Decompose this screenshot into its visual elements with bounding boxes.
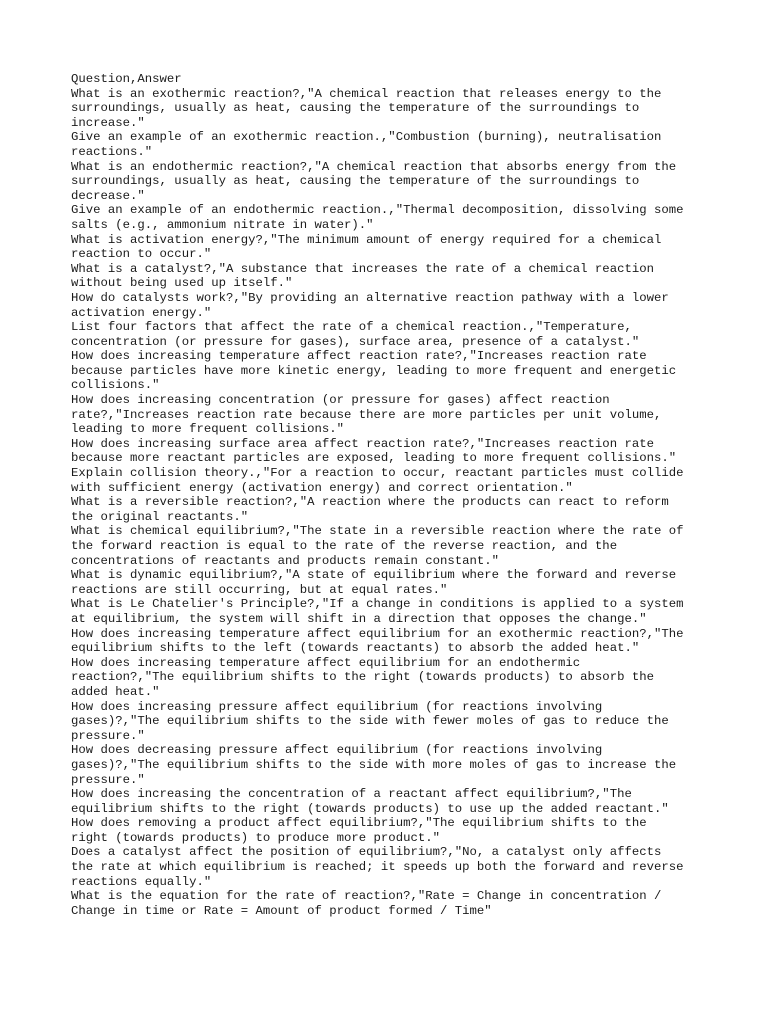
text-line: reaction?,"The equilibrium shifts to the right (towards products) to absorb the <box>71 670 654 685</box>
text-line: without being used up itself." <box>71 276 293 291</box>
text-line: surroundings, usually as heat, causing the temperature of the surroundings to <box>71 174 640 189</box>
text-line: What is the equation for the rate of reaction?,"Rate = Change in concentration / <box>71 889 662 904</box>
text-line: added heat." <box>71 684 160 699</box>
text-line: How does removing a product affect equilibrium?,"The equilibrium shifts to the <box>71 816 647 831</box>
text-line: because particles have more kinetic energy, leading to more frequent and energetic <box>71 363 677 378</box>
csv-header-line: Question,Answer <box>71 72 182 86</box>
text-line: reactions." <box>71 144 153 159</box>
text-line: How does increasing surface area affect reaction rate?,"Increases reaction rate <box>71 436 654 451</box>
text-line: leading to more frequent collisions." <box>71 422 345 437</box>
text-line: How does increasing concentration (or pressure for gases) affect reaction <box>71 393 610 408</box>
text-line: equilibrium shifts to the left (towards reactants) to absorb the added heat." <box>71 641 640 656</box>
text-line: activation energy." <box>71 305 212 320</box>
text-line: How does increasing the concentration of a reactant affect equilibrium?,"The <box>71 787 632 802</box>
text-line: What is dynamic equilibrium?,"A state of equilibrium where the forward and reverse <box>71 568 677 583</box>
text-line: What is a reversible reaction?,"A reaction where the products can react to reform <box>71 495 669 510</box>
text-line: the forward reaction is equal to the rate of the reverse reaction, and the <box>71 539 618 553</box>
text-line: pressure." <box>71 772 145 787</box>
text-line: How does increasing pressure affect equilibrium (for reactions involving <box>71 699 603 714</box>
text-line: rate?,"Increases reaction rate because there are more particles per unit volume, <box>71 407 662 422</box>
text-line: reactions are still occurring, but at equal rates." <box>71 582 448 597</box>
text-line: the original reactants." <box>71 509 249 524</box>
text-line: gases)?,"The equilibrium shifts to the side with more moles of gas to increase the <box>71 757 677 772</box>
text-line: What is Le Chatelier's Principle?,"If a change in conditions is applied to a system <box>71 597 684 612</box>
text-line: What is a catalyst?,"A substance that increases the rate of a chemical reaction <box>71 261 654 276</box>
text-line: right (towards products) to produce more product." <box>71 830 440 845</box>
text-line: reaction to occur." <box>71 247 212 262</box>
text-line: Change in time or Rate = Amount of product formed / Time" <box>71 903 492 918</box>
text-line: increase." <box>71 115 145 130</box>
text-line: concentrations of reactants and products remain constant." <box>71 553 500 568</box>
text-line: Does a catalyst affect the position of equilibrium?,"No, a catalyst only affects <box>71 845 662 860</box>
text-line: equilibrium shifts to the right (towards products) to use up the added reactant." <box>71 801 669 816</box>
text-line: How does increasing temperature affect reaction rate?,"Increases reaction rate <box>71 349 647 364</box>
text-line: pressure." <box>71 728 145 743</box>
text-line: collisions." <box>71 378 160 393</box>
text-line: reactions equally." <box>71 874 212 889</box>
text-line: Give an example of an endothermic reaction.,"Thermal decomposition, dissolving some <box>71 203 684 218</box>
text-line: with sufficient energy (activation energy) and correct orientation." <box>71 480 573 495</box>
document-text <box>71 72 711 918</box>
text-line: How does increasing temperature affect equilibrium for an exothermic reaction?,"The <box>71 626 684 641</box>
text-line: What is activation energy?,"The minimum amount of energy required for a chemical <box>71 232 662 247</box>
text-line: What is chemical equilibrium?,"The state in a reversible reaction where the rate of <box>71 524 684 539</box>
text-line: How does decreasing pressure affect equilibrium (for reactions involving <box>71 743 603 758</box>
text-line: What is an endothermic reaction?,"A chemical reaction that absorbs energy from the <box>71 159 677 174</box>
text-line: surroundings, usually as heat, causing the temperature of the surroundings to <box>71 101 640 116</box>
text-line: List four factors that affect the rate of a chemical reaction.,"Temperature, <box>71 320 632 335</box>
text-line: because more reactant particles are exposed, leading to more frequent collisions." <box>71 451 677 466</box>
text-line: What is an exothermic reaction?,"A chemical reaction that releases energy to the <box>71 86 662 101</box>
text-line: Give an example of an exothermic reaction.,"Combustion (burning), neutralisation <box>71 130 662 145</box>
text-line: at equilibrium, the system will shift in a direction that opposes the change." <box>71 611 647 626</box>
text-line: concentration (or pressure for gases), surface area, presence of a catalyst." <box>71 334 640 349</box>
text-line: decrease." <box>71 188 145 203</box>
text-line: salts (e.g., ammonium nitrate in water)." <box>71 217 374 232</box>
text-line: How do catalysts work?,"By providing an alternative reaction pathway with a lower <box>71 290 669 305</box>
text-line: Explain collision theory.,"For a reaction to occur, reactant particles must collide <box>71 466 684 481</box>
text-line: How does increasing temperature affect equilibrium for an endothermic <box>71 655 581 670</box>
text-line: the rate at which equilibrium is reached; it speeds up both the forward and reverse <box>71 860 684 875</box>
text-line: gases)?,"The equilibrium shifts to the side with fewer moles of gas to reduce the <box>71 714 669 729</box>
